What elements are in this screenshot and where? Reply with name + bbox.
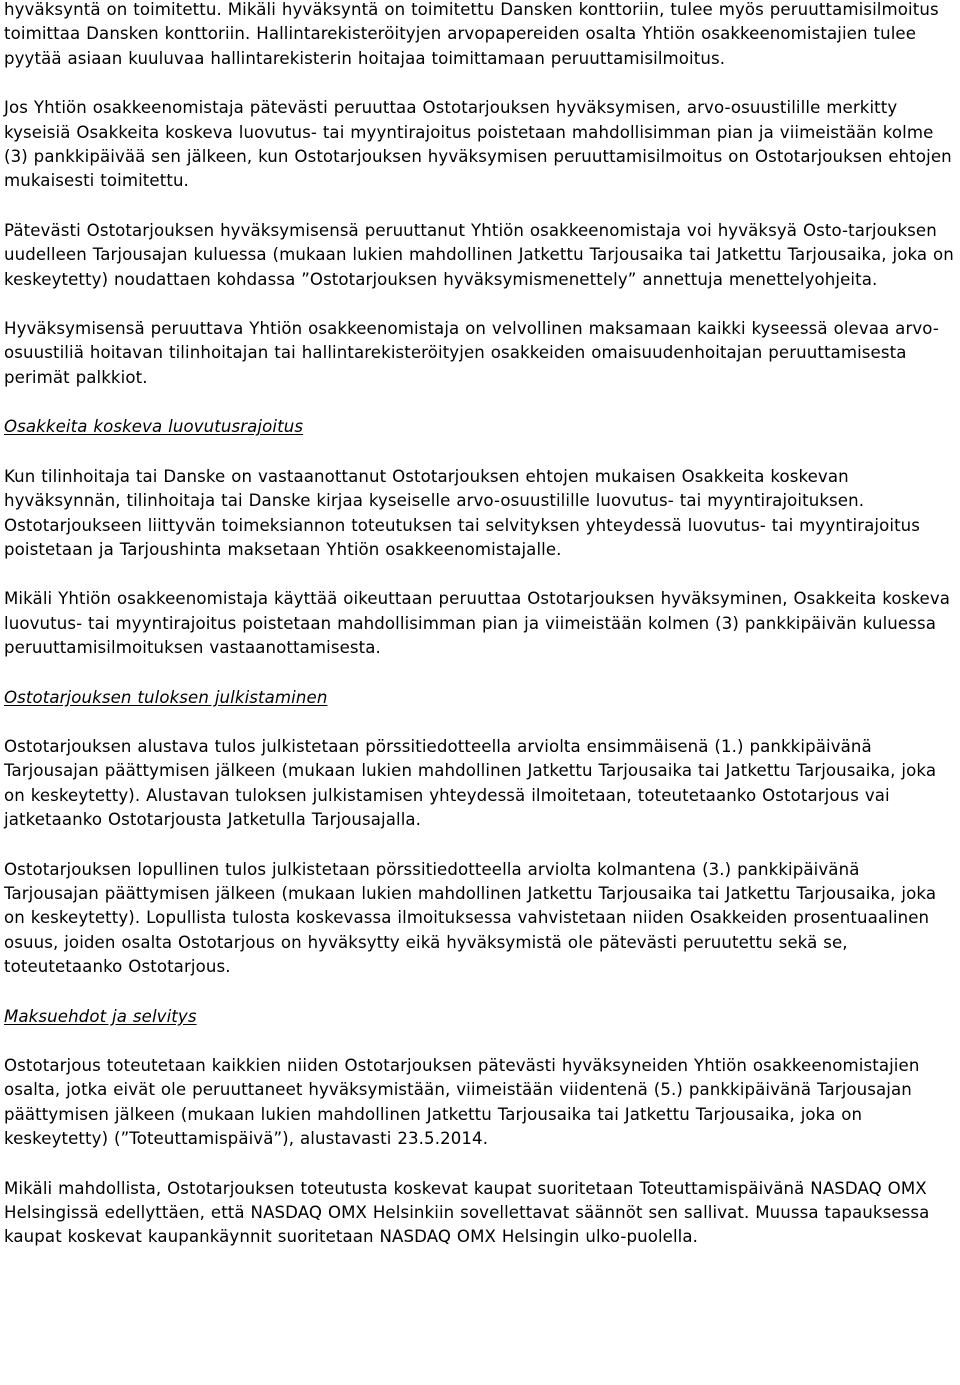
paragraph-transfer-restriction: Kun tilinhoitaja tai Danske on vastaanottanut Ostotarjouksen ehtojen mukaisen Osakkeita koskevan hyväksynnän, tilinhoitaja tai Danske kirjaa kyseiselle arvo-osuustilille luovutus- tai myyntirajoituksen. Ostotarjoukseen liittyvän toimeksiannon toteutuksen tai selvityksen yhteydessä luovutus- tai myyntirajoitus poistetaan ja Tarjoushinta maksetaan Yhtiön osakkeenomistajalle. <box>4 466 921 559</box>
section-heading-result-announcement: Ostotarjouksen tuloksen julkistaminen <box>4 687 328 707</box>
paragraph-trades-execution: Mikäli mahdollista, Ostotarjouksen toteutusta koskevat kaupat suoritetaan Toteuttamispäivänä NASDAQ OMX Helsingissä edellyttäen, että NASDAQ OMX Helsinkiin sovellettavat säännöt sen sallivat. Muussa tapauksessa kaupat koskevat kaupankäynnit suoritetaan NASDAQ OMX Helsingin ulko-puolella. <box>4 1178 930 1247</box>
paragraph-withdrawal-restriction-removal: Jos Yhtiön osakkeenomistaja pätevästi peruuttaa Ostotarjouksen hyväksymisen, arvo-osuustilille merkitty kyseisiä Osakkeita koskeva luovutus- tai myyntirajoitus poistetaan mahdollisimman pian ja viimeistään kolme (3) pankkipäivää sen jälkeen, kun Ostotarjouksen hyväksymisen peruuttamisilmoitus on Ostotarjouksen ehtojen mukaisesti toimitettu. <box>4 98 952 191</box>
paragraph-reacceptance: Pätevästi Ostotarjouksen hyväksymisensä peruuttanut Yhtiön osakkeenomistaja voi hyväksyä Osto-tarjouksen uudelleen Tarjousajan kuluessa (mukaan lukien mahdollinen Jatkettu Tarjousaika tai Jatkettu Tarjousaika, joka on keskeytetty) noudattaen kohdassa ”Ostotarjouksen hyväksymismenettely” annettuja menettelyohjeita. <box>4 220 954 289</box>
paragraph-restriction-removal: Mikäli Yhtiön osakkeenomistaja käyttää oikeuttaan peruuttaa Ostotarjouksen hyväksyminen, Osakkeita koskeva luovutus- tai myyntirajoitus poistetaan mahdollisimman pian ja viimeistään kolmen (3) pankkipäivän kuluessa peruuttamisilmoituksen vastaanottamisesta. <box>4 589 951 658</box>
paragraph-withdrawal-fees: Hyväksymisensä peruuttava Yhtiön osakkeenomistaja on velvollinen maksamaan kaikki kyseessä olevaa arvo-osuustiliä hoitavan tilinhoitajan tai hallintarekisteröityjen osakkeiden omaisuudenhoitajan peruuttamisesta perimät palkkiot. <box>4 319 939 387</box>
paragraph-completion: Ostotarjous toteutetaan kaikkien niiden Ostotarjouksen pätevästi hyväksyneiden Yhtiön osakkeenomistajien osalta, jotka eivät ole peruuttaneet hyväksymistään, viimeistään viidentenä (5.) pankkipäivänä Tarjousajan päättymisen jälkeen (mukaan lukien mahdollinen Jatkettu Tarjousaika tai Jatkettu Tarjousaika, joka on keskeytetty) (”Toteuttamispäivä”), alustavasti 23.5.2014. <box>4 1056 920 1149</box>
section-heading-payment-terms: Maksuehdot ja selvitys <box>4 1006 197 1026</box>
section-heading-transfer-restriction: Osakkeita koskeva luovutusrajoitus <box>4 417 304 437</box>
document-page <box>4 0 958 1275</box>
paragraph-preliminary-result: Ostotarjouksen alustava tulos julkistetaan pörssitiedotteella arviolta ensimmäisenä (1.) pankkipäivänä Tarjousajan päättymisen jälkeen (mukaan lukien mahdollinen Jatkettu Tarjousaika tai Jatkettu Tarjousaika, joka on keskeytetty). Alustavan tuloksen julkistamisen yhteydessä ilmoitetaan, toteutetaanko Ostotarjous vai jatketaanko Ostotarjousta Jatketulla Tarjousajalla. <box>4 736 937 830</box>
paragraph-withdrawal-delivery: hyväksyntä on toimitettu. Mikäli hyväksyntä on toimitettu Dansken konttoriin, tulee myös peruuttamisilmoitus toimittaa Dansken konttoriin. Hallintarekisteröityjen arvopapereiden osalta Yhtiön osakkeenomistajien tulee pyytää asiaan kuuluvaa hallintarekisterin hoitajaa toimittamaan peruuttamisilmoitus. <box>4 0 939 68</box>
paragraph-final-result: Ostotarjouksen lopullinen tulos julkistetaan pörssitiedotteella arviolta kolmantena (3.) pankkipäivänä Tarjousajan päättymisen jälkeen (mukaan lukien mahdollinen Jatkettu Tarjousaika tai Jatkettu Tarjousaika, joka on keskeytetty). Lopullista tulosta koskevassa ilmoituksessa vahvistetaan niiden Osakkeiden prosentuaalinen osuus, joiden osalta Ostotarjous on hyväksytty eikä hyväksymistä ole pätevästi peruutettu sekä se, toteutetaanko Ostotarjous. <box>4 859 937 977</box>
